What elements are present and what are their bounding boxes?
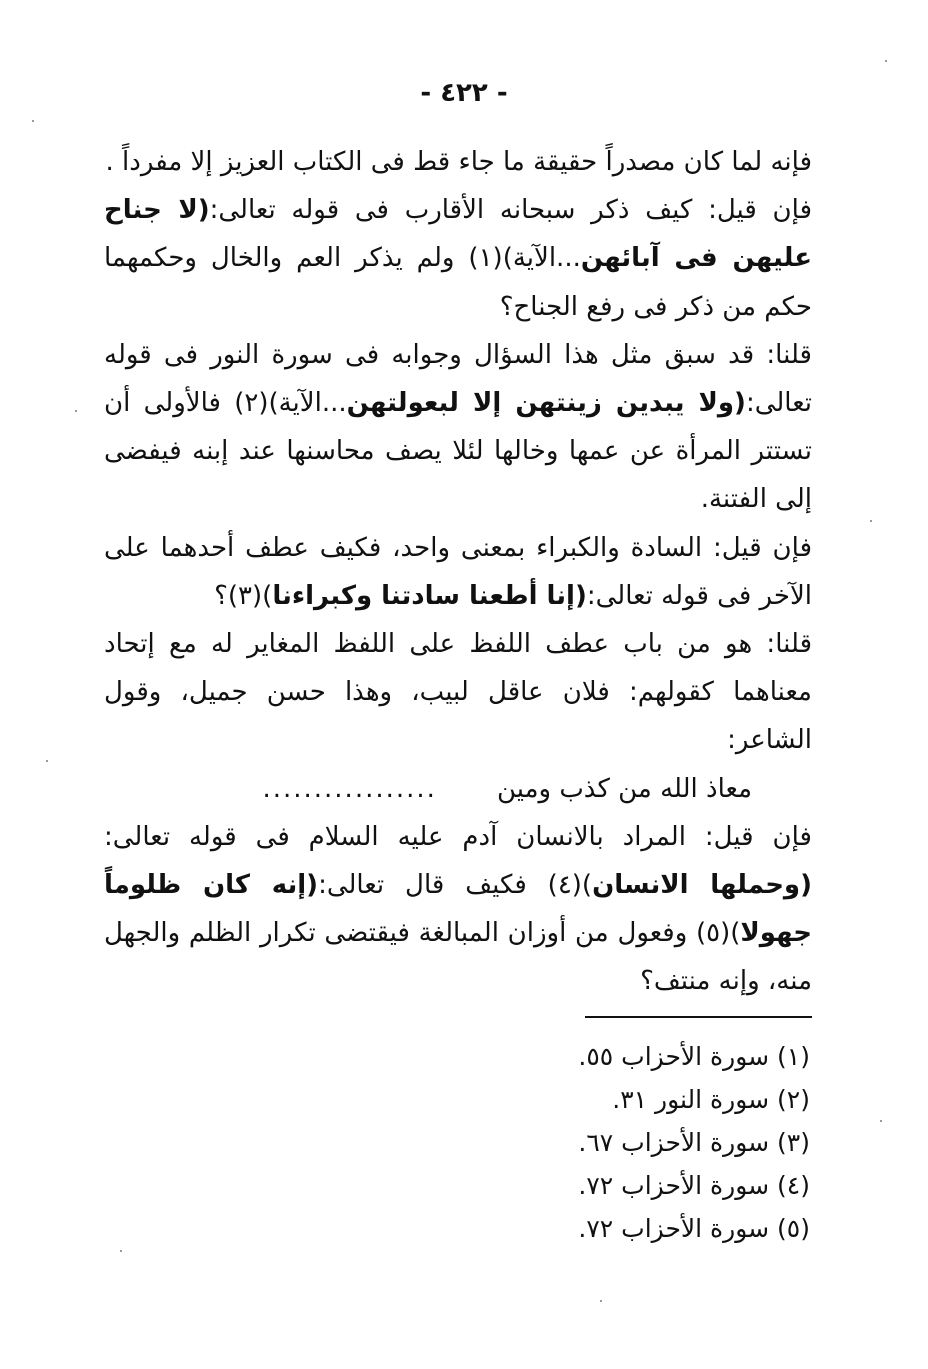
scan-speck <box>32 120 34 122</box>
paragraph-2-lead: فإن قيل: كيف ذكر سبحانه الأقارب فى قوله تعالى: <box>209 195 812 226</box>
footnote-1: (١) سورة الأحزاب ٥٥. <box>578 1042 810 1071</box>
quran-quote-3: (إنا أطعنا سادتنا وكبراءنا <box>272 580 587 611</box>
paragraph-5: قلنا: هو من باب عطف اللفظ على اللفظ المغاير له مع إتحاد معناهما كقولهم: فلان عاقل لبيب، وهذا حسن جميل، وقول الشاعر: <box>104 629 812 756</box>
scan-speck <box>870 520 872 522</box>
footnote-5: (٥) سورة الأحزاب ٧٢. <box>578 1214 810 1243</box>
scan-speck <box>46 760 48 762</box>
scan-speck <box>600 1300 602 1302</box>
paragraph-6-mid: )(٤) فكيف قال تعالى: <box>318 870 593 901</box>
paragraph-4-tail: )(٣)؟ <box>214 580 273 611</box>
verse-first-half: معاذ الله من كذب ومين <box>496 773 752 804</box>
quran-quote-5: (إنه كان ظلوماً جهولا <box>104 870 812 949</box>
quran-quote-4: (وحملها الانسان <box>592 870 812 901</box>
footnote-2: (٢) سورة النور ٣١. <box>612 1085 810 1114</box>
paragraph-6-lead: فإن قيل: المراد بالانسان آدم عليه السلام فى قوله تعالى: <box>104 821 812 852</box>
paragraph-1: فإنه لما كان مصدراً حقيقة ما جاء قط فى الكتاب العزيز إلا مفرداً . <box>105 147 812 177</box>
verse-second-half: ................. <box>262 773 437 804</box>
paragraph-4 <box>104 524 812 620</box>
footnote-4: (٤) سورة الأحزاب ٧٢. <box>578 1171 810 1200</box>
footnote-separator <box>585 1016 812 1018</box>
quran-quote-1: (لا جناح عليهن فى آبائهن <box>104 195 812 274</box>
scan-speck <box>885 60 887 62</box>
paragraph-2 <box>104 186 812 331</box>
scan-speck <box>120 1250 122 1252</box>
paragraph-2-tail: ...الآية)(١) ولم يذكر العم والخال وحكمهما حكم من ذكر فى رفع الجناح؟ <box>104 243 812 322</box>
scan-speck <box>75 410 77 412</box>
paragraph-3-lead: قلنا: قد سبق مثل هذا السؤال وجوابه فى سورة النور فى قوله تعالى: <box>104 339 812 419</box>
main-text <box>104 138 812 1006</box>
poetry-verse <box>104 765 812 813</box>
quran-quote-2: (ولا يبدين زينتهن إلا لبعولتهن <box>346 388 746 419</box>
paragraph-6-tail: )(٥) وفعول من أوزان المبالغة فيقتضى تكرار الظلم والجهل منه، وإنه منتف؟ <box>104 918 812 997</box>
footnotes <box>578 1035 810 1250</box>
paragraph-6 <box>104 813 812 1006</box>
scan-speck <box>880 1120 882 1122</box>
paragraph-4-lead: فإن قيل: السادة والكبراء بمعنى واحد، فكيف عطف أحدهما على الآخر فى قوله تعالى: <box>104 532 812 611</box>
page-number: - ٤٢٢ - <box>420 78 508 108</box>
footnote-3: (٣) سورة الأحزاب ٦٧. <box>578 1128 810 1157</box>
paragraph-3 <box>104 331 812 524</box>
paragraph-3-tail: ...الآية)(٢) فالأولى أن تستتر المرأة عن عمها وخالها لئلا يصف محاسنها عند إبنه فيفضى إلى الفتنة. <box>104 388 812 515</box>
